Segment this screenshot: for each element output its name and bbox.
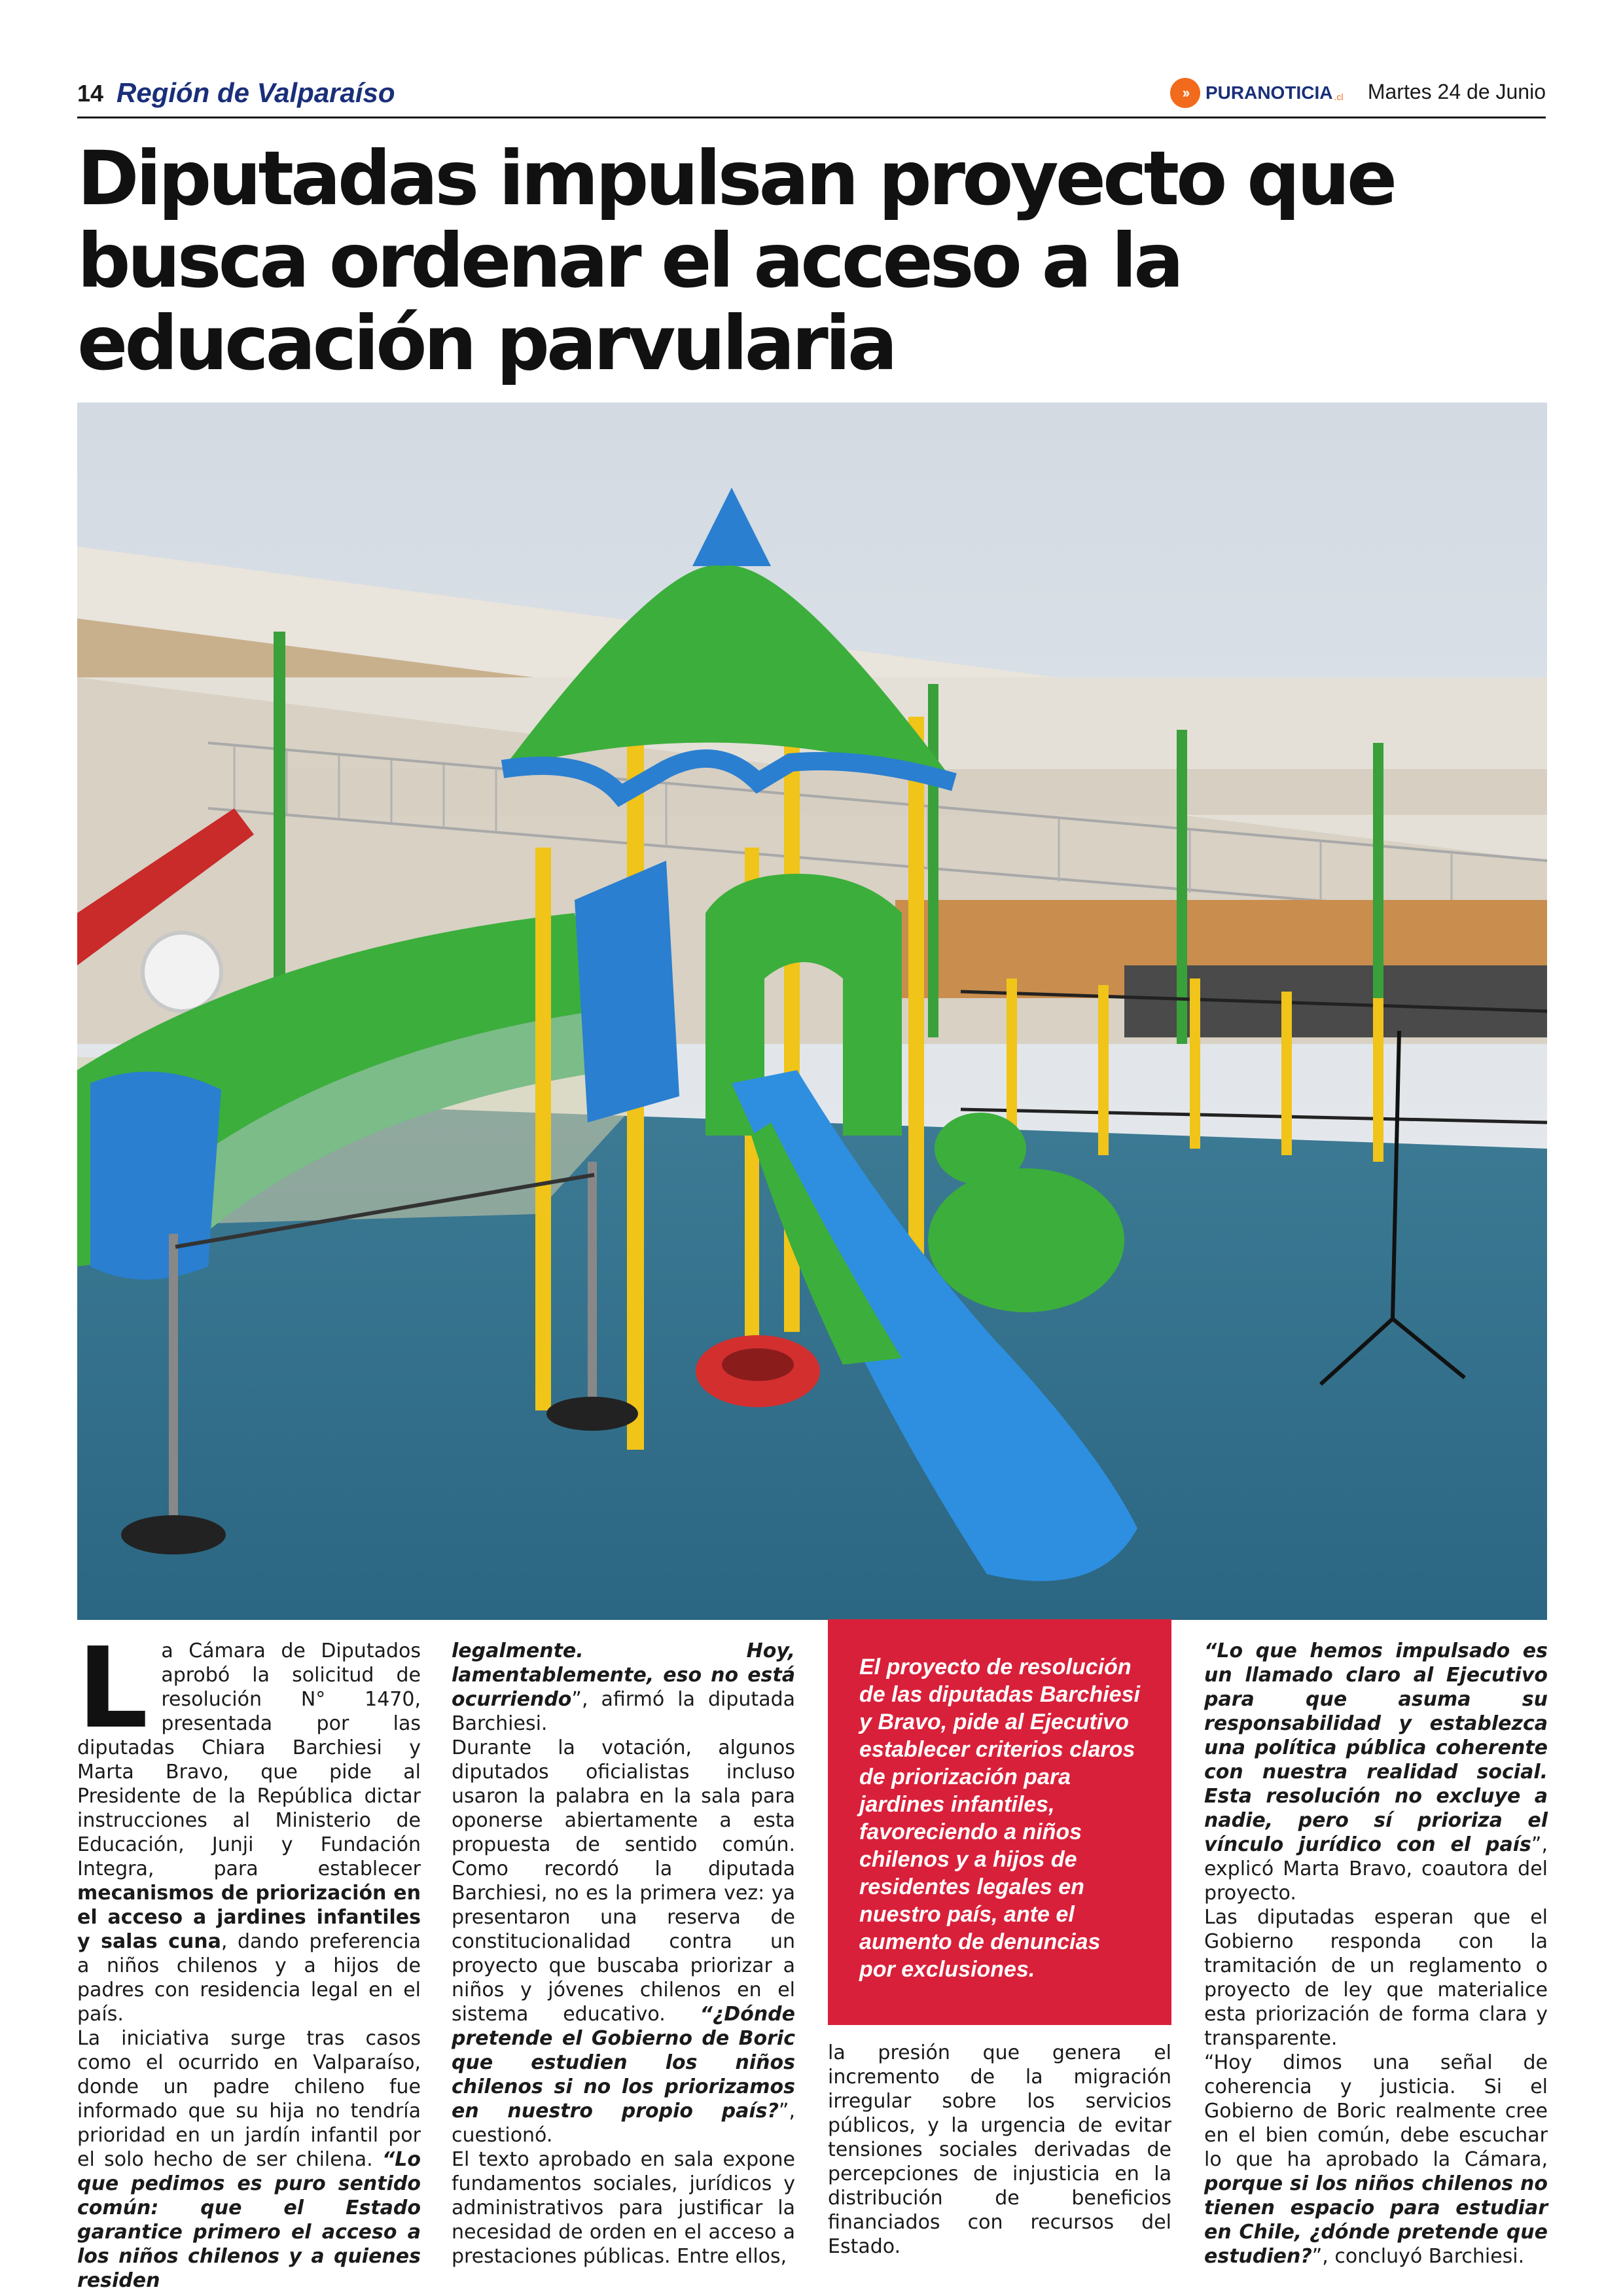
quote-text: “¿Dónde pretende el Gobierno de Boric que estudien los niños chilenos si no los priorizamos en nuestro propio país? xyxy=(452,2003,795,2123)
section-title: Región de Valparaíso xyxy=(116,77,395,108)
article-column-3 xyxy=(828,2041,1171,2259)
article-column-1 xyxy=(77,1624,421,2293)
text-run: “Hoy dimos una señal de coherencia y justicia. Si el Gobierno de Boric realmente cree en el bien común, debe escuchar lo que ha aprobado la Cámara, xyxy=(1204,2051,1548,2171)
logo-text: PURANOTICIA xyxy=(1205,82,1333,103)
chevron-double-icon: ›› xyxy=(1170,78,1200,108)
pull-quote-box xyxy=(828,1619,1171,2025)
paragraph xyxy=(1204,1639,1548,1905)
text-run: ”, explicó Marta Bravo, coautora del proyecto. xyxy=(1204,1833,1548,1905)
headline: Diputadas impulsan proyecto que busca ordenar el acceso a la educación parvularia xyxy=(77,135,1395,387)
paragraph xyxy=(452,1639,795,1736)
quote-text: “Lo que pedimos es puro sentido común: que el Estado garantice primero el acceso a los niños chilenos y a quienes residen xyxy=(77,2148,421,2292)
article-column-4 xyxy=(1204,1639,1548,2269)
emphasis-text: mecanismos de priorización en el acceso a jardines infantiles y salas cuna xyxy=(77,1882,421,1953)
text-run: La iniciativa surge tras casos como el ocurrido en Valparaíso, donde un padre chileno fue informado que su hija no tendría prioridad en un jardín infantil por el solo hecho de ser chilena. xyxy=(77,2027,421,2171)
paragraph xyxy=(452,1736,795,2147)
puranoticia-logo xyxy=(1170,77,1343,109)
issue-date: Martes 24 de Junio xyxy=(1367,80,1546,103)
logo-suffix: .cl xyxy=(1334,92,1344,102)
drop-cap: L xyxy=(77,1624,149,1753)
article-column-2 xyxy=(452,1639,795,2269)
quote-text: porque si los niños chilenos no tienen espacio para estudiar en Chile, ¿dónde pretende que estudien? xyxy=(1204,2172,1548,2268)
page-header xyxy=(77,77,1546,118)
paragraph: Las diputadas esperan que el Gobierno responda con la tramitación de un reglamento o proyecto de ley que materialice esta priorización de forma clara y transparente. xyxy=(1204,1906,1548,2050)
text-run: a Cámara de Diputados aprobó la solicitud de resolución N° 1470, presentada por las diputadas Chiara Barchiesi y Marta Bravo, que pide al Presidente de la República dictar instrucciones al Ministerio de Educación, Junji y Fundación Integra, para establecer xyxy=(77,1640,421,1880)
text-run: , dando preferencia a niños chilenos y a hijos de padres con residencia legal en el país. xyxy=(77,1930,421,2026)
playground-photo xyxy=(77,403,1547,1620)
text-run: ”, cuestionó. xyxy=(452,2100,795,2147)
text-run: Durante la votación, algunos diputados oficialistas incluso usaron la palabra en la sala para oponerse abiertamente a esta propuesta de sentido común. Como recordó la diputada Barchiesi, no es la primera vez: ya presentaron una reserva de constitucionalidad contra un proyecto que buscaba priorizar a niños y jóvenes chilenos en el sistema educativo. xyxy=(452,1736,795,2026)
page-number: 14 xyxy=(77,80,104,107)
quote-text: “Lo que hemos impulsado es un llamado claro al Ejecutivo para que asuma su responsabilidad y establezca una política pública coherente con nuestra realidad social. Esta resolución no excluye a nadie, pero sí prioriza el vínculo jurídico con el país xyxy=(1204,1640,1548,1856)
paragraph: la presión que genera el incremento de la migración irregular sobre los servicios públicos, y la urgencia de evitar tensiones sociales derivadas de percepciones de injusticia en la distribución de beneficios financiados con recursos del Estado. xyxy=(828,2041,1171,2258)
quote-text: legalmente. Hoy, lamentablemente, eso no está ocurriendo xyxy=(452,1640,795,1711)
paragraph xyxy=(77,2026,421,2293)
text-run: ”, afirmó la diputada Barchiesi. xyxy=(452,1688,795,1735)
pull-quote-text: El proyecto de resolución de las diputadas Barchiesi y Bravo, pide al Ejecutivo establecer criterios claros de priorización para jardines infantiles, favoreciendo a niños chilenos y a hijos de residentes legales en nuestro país, ante el aumento de denuncias por exclusiones. xyxy=(859,1655,1140,1982)
paragraph: El texto aprobado en sala expone fundamentos sociales, jurídicos y administrativos para justificar la necesidad de orden en el acceso a prestaciones públicas. Entre ellos, xyxy=(452,2148,795,2268)
paragraph xyxy=(1204,2051,1548,2269)
text-run: ”, concluyó Barchiesi. xyxy=(1311,2245,1525,2268)
